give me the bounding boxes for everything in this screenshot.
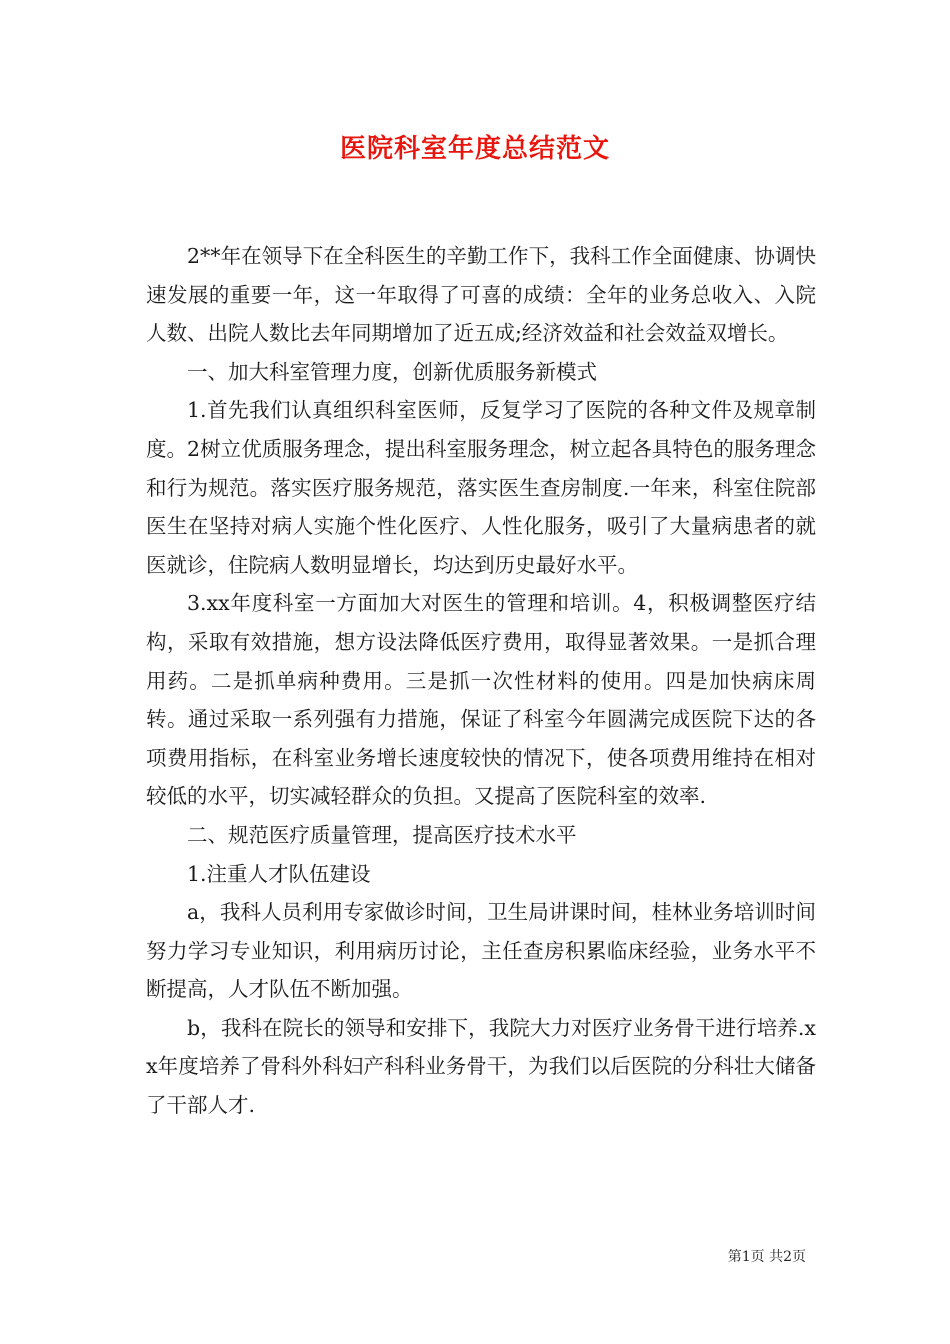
paragraph-intro: 2**年在领导下在全科医生的辛勤工作下，我科工作全面健康、协调快速发展的重要一年，这一年取得了可喜的成绩：全年的业务总收入、入院人数、出院人数比去年同期增加了近五成;经济效益和社会效益双增长。 <box>146 244 816 346</box>
subsection-heading-1: 1.注重人才队伍建设 <box>187 861 371 886</box>
section-heading-2: 二、规范医疗质量管理，提高医疗技术水平 <box>187 822 577 847</box>
section-heading-1: 一、加大科室管理力度，创新优质服务新模式 <box>187 359 597 384</box>
page-number-footer: 第1页 共2页 <box>727 1249 806 1265</box>
paragraph-a: a，我科人员利用专家做诊时间，卫生局讲课时间，桂林业务培训时间努力学习专业知识，利用病历讨论，主任查房积累临床经验，业务水平不断提高，人才队伍不断加强。 <box>146 900 816 1002</box>
paragraph-1: 1.首先我们认真组织科室医师，反复学习了医院的各种文件及规章制度。2树立优质服务理念，提出科室服务理念，树立起各具特色的服务理念和行为规范。落实医疗服务规范，落实医生查房制度.一年来，科室住院部医生在坚持对病人实施个性化医疗、人性化服务，吸引了大量病患者的就医就诊，住院病人数明显增长，均达到历史最好水平。 <box>146 398 816 577</box>
document-body <box>146 237 816 1125</box>
document-title: 医院科室年度总结范文 <box>339 134 610 164</box>
paragraph-b: b，我科在院长的领导和安排下，我院大力对医疗业务骨干进行培养.xx年度培养了骨科外科妇产科科业务骨干，为我们以后医院的分科壮大储备了干部人才. <box>146 1015 816 1118</box>
paragraph-3: 3.xx年度科室一方面加大对医生的管理和培训。4，积极调整医疗结构，采取有效措施，想方设法降低医疗费用，取得显著效果。一是抓合理用药。二是抓单病种费用。三是抓一次性材料的使用。四是加快病床周转。通过采取一系列强有力措施，保证了科室今年圆满完成医院下达的各项费用指标，在科室业务增长速度较快的情况下，使各项费用维持在相对较低的水平，切实减轻群众的负担。又提高了医院科室的效率. <box>146 591 816 809</box>
